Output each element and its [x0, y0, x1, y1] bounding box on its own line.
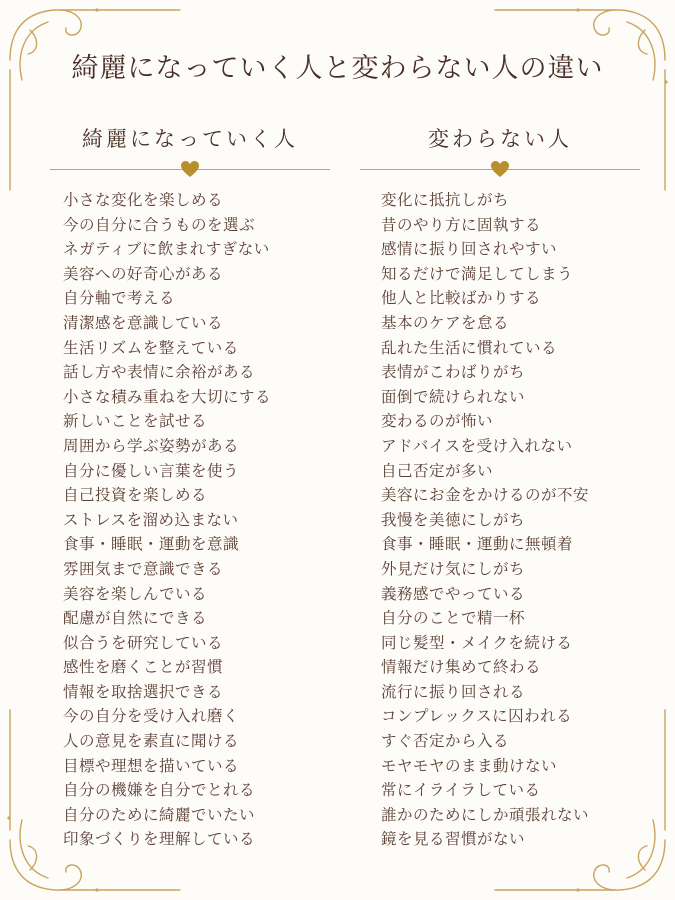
heart-icon [180, 160, 200, 178]
list-item: 美容にお金をかけるのが不安 [381, 486, 590, 505]
list-item: 昔のやり方に固執する [381, 215, 542, 234]
list-item: 自己否定が多い [381, 461, 494, 480]
heading-divider-left [50, 160, 330, 178]
column-unchanging [350, 124, 650, 852]
list-item: 清潔感を意識している [63, 313, 224, 332]
list-item: 表情がこわばりがち [381, 363, 526, 382]
list-item: 周囲から学ぶ姿勢がある [63, 436, 240, 455]
list-item: 生活リズムを整えている [63, 338, 239, 357]
list-item: 自分の機嫌を自分でとれる [63, 781, 256, 800]
list-item: 食事・睡眠・運動に無頓着 [381, 535, 574, 554]
list-item: 感性を磨くことが習慣 [63, 658, 224, 677]
list-item: 配慮が自然にできる [63, 609, 208, 628]
list-item: すぐ否定から入る [381, 732, 510, 751]
list-item: 情報を取捨選択できる [63, 682, 224, 701]
list-item: アドバイスを受け入れない [381, 436, 573, 455]
heart-icon [490, 160, 510, 178]
list-item: 情報だけ集めて終わる [381, 658, 542, 677]
list-item: 自分のために綺麗でいたい [63, 805, 256, 824]
list-item: 基本のケアを怠る [381, 313, 510, 332]
list-item: ネガティブに飲まれすぎない [63, 240, 270, 259]
list-item: 似合うを研究している [63, 633, 224, 652]
list-item: 今の自分に合うものを選ぶ [63, 215, 256, 234]
heading-divider-right [360, 160, 640, 178]
list-item: 乱れた生活に慣れている [381, 338, 558, 357]
list-item: 誰かのためにしか頑張れない [381, 805, 590, 824]
column-becoming-beautiful [40, 124, 340, 852]
list-item: 話し方や表情に余裕がある [63, 363, 256, 382]
column-heading-left: 綺麗になっていく人 [82, 127, 298, 151]
page-title: 綺麗になっていく人と変わらない人の違い [71, 53, 604, 84]
list-item: 美容への好奇心がある [63, 264, 224, 283]
list-right [350, 188, 650, 852]
list-item: 面倒で続けられない [381, 387, 526, 406]
column-heading-right: 変わらない人 [428, 127, 572, 151]
list-item: 感情に振り回されやすい [381, 240, 558, 259]
list-item: 変化に抵抗しがち [381, 191, 510, 209]
list-item: 常にイライラしている [381, 781, 541, 800]
list-item: 雰囲気まで意識できる [63, 559, 224, 578]
list-item: 鏡を見る習慣がない [381, 830, 526, 849]
list-item: 義務感でやっている [381, 584, 526, 603]
list-item: 知るだけで満足してしまう [381, 264, 574, 283]
list-item: 食事・睡眠・運動を意識 [63, 535, 240, 554]
list-item: 自分軸で考える [63, 289, 176, 308]
list-item: 美容を楽しんでいる [63, 584, 208, 603]
list-item: コンプレックスに囚われる [381, 707, 573, 726]
list-item: 流行に振り回される [381, 682, 526, 701]
list-item: 今の自分を受け入れ磨く [63, 707, 240, 726]
list-item: 目標や理想を描いている [63, 756, 240, 775]
list-item: モヤモヤのまま動けない [381, 756, 558, 775]
list-item: 新しいことを試せる [63, 412, 208, 431]
list-item: 同じ髪型・メイクを続ける [381, 633, 573, 652]
list-item: 自分のことで精一杯 [381, 609, 526, 628]
list-item: 他人と比較ばかりする [381, 289, 542, 308]
list-item: 印象づくりを理解している [63, 830, 256, 849]
list-item: 外見だけ気にしがち [381, 559, 526, 578]
list-item: 変わるのが怖い [381, 412, 494, 431]
list-item: 自分に優しい言葉を使う [63, 461, 240, 480]
list-item: 小さな変化を楽しめる [63, 191, 224, 209]
list-item: 小さな積み重ねを大切にする [63, 387, 272, 406]
list-item: 人の意見を素直に聞ける [63, 732, 240, 751]
list-item: 我慢を美徳にしがち [381, 510, 526, 529]
list-item: ストレスを溜め込まない [63, 510, 239, 529]
list-item: 自己投資を楽しめる [63, 486, 208, 505]
list-left [40, 188, 340, 852]
